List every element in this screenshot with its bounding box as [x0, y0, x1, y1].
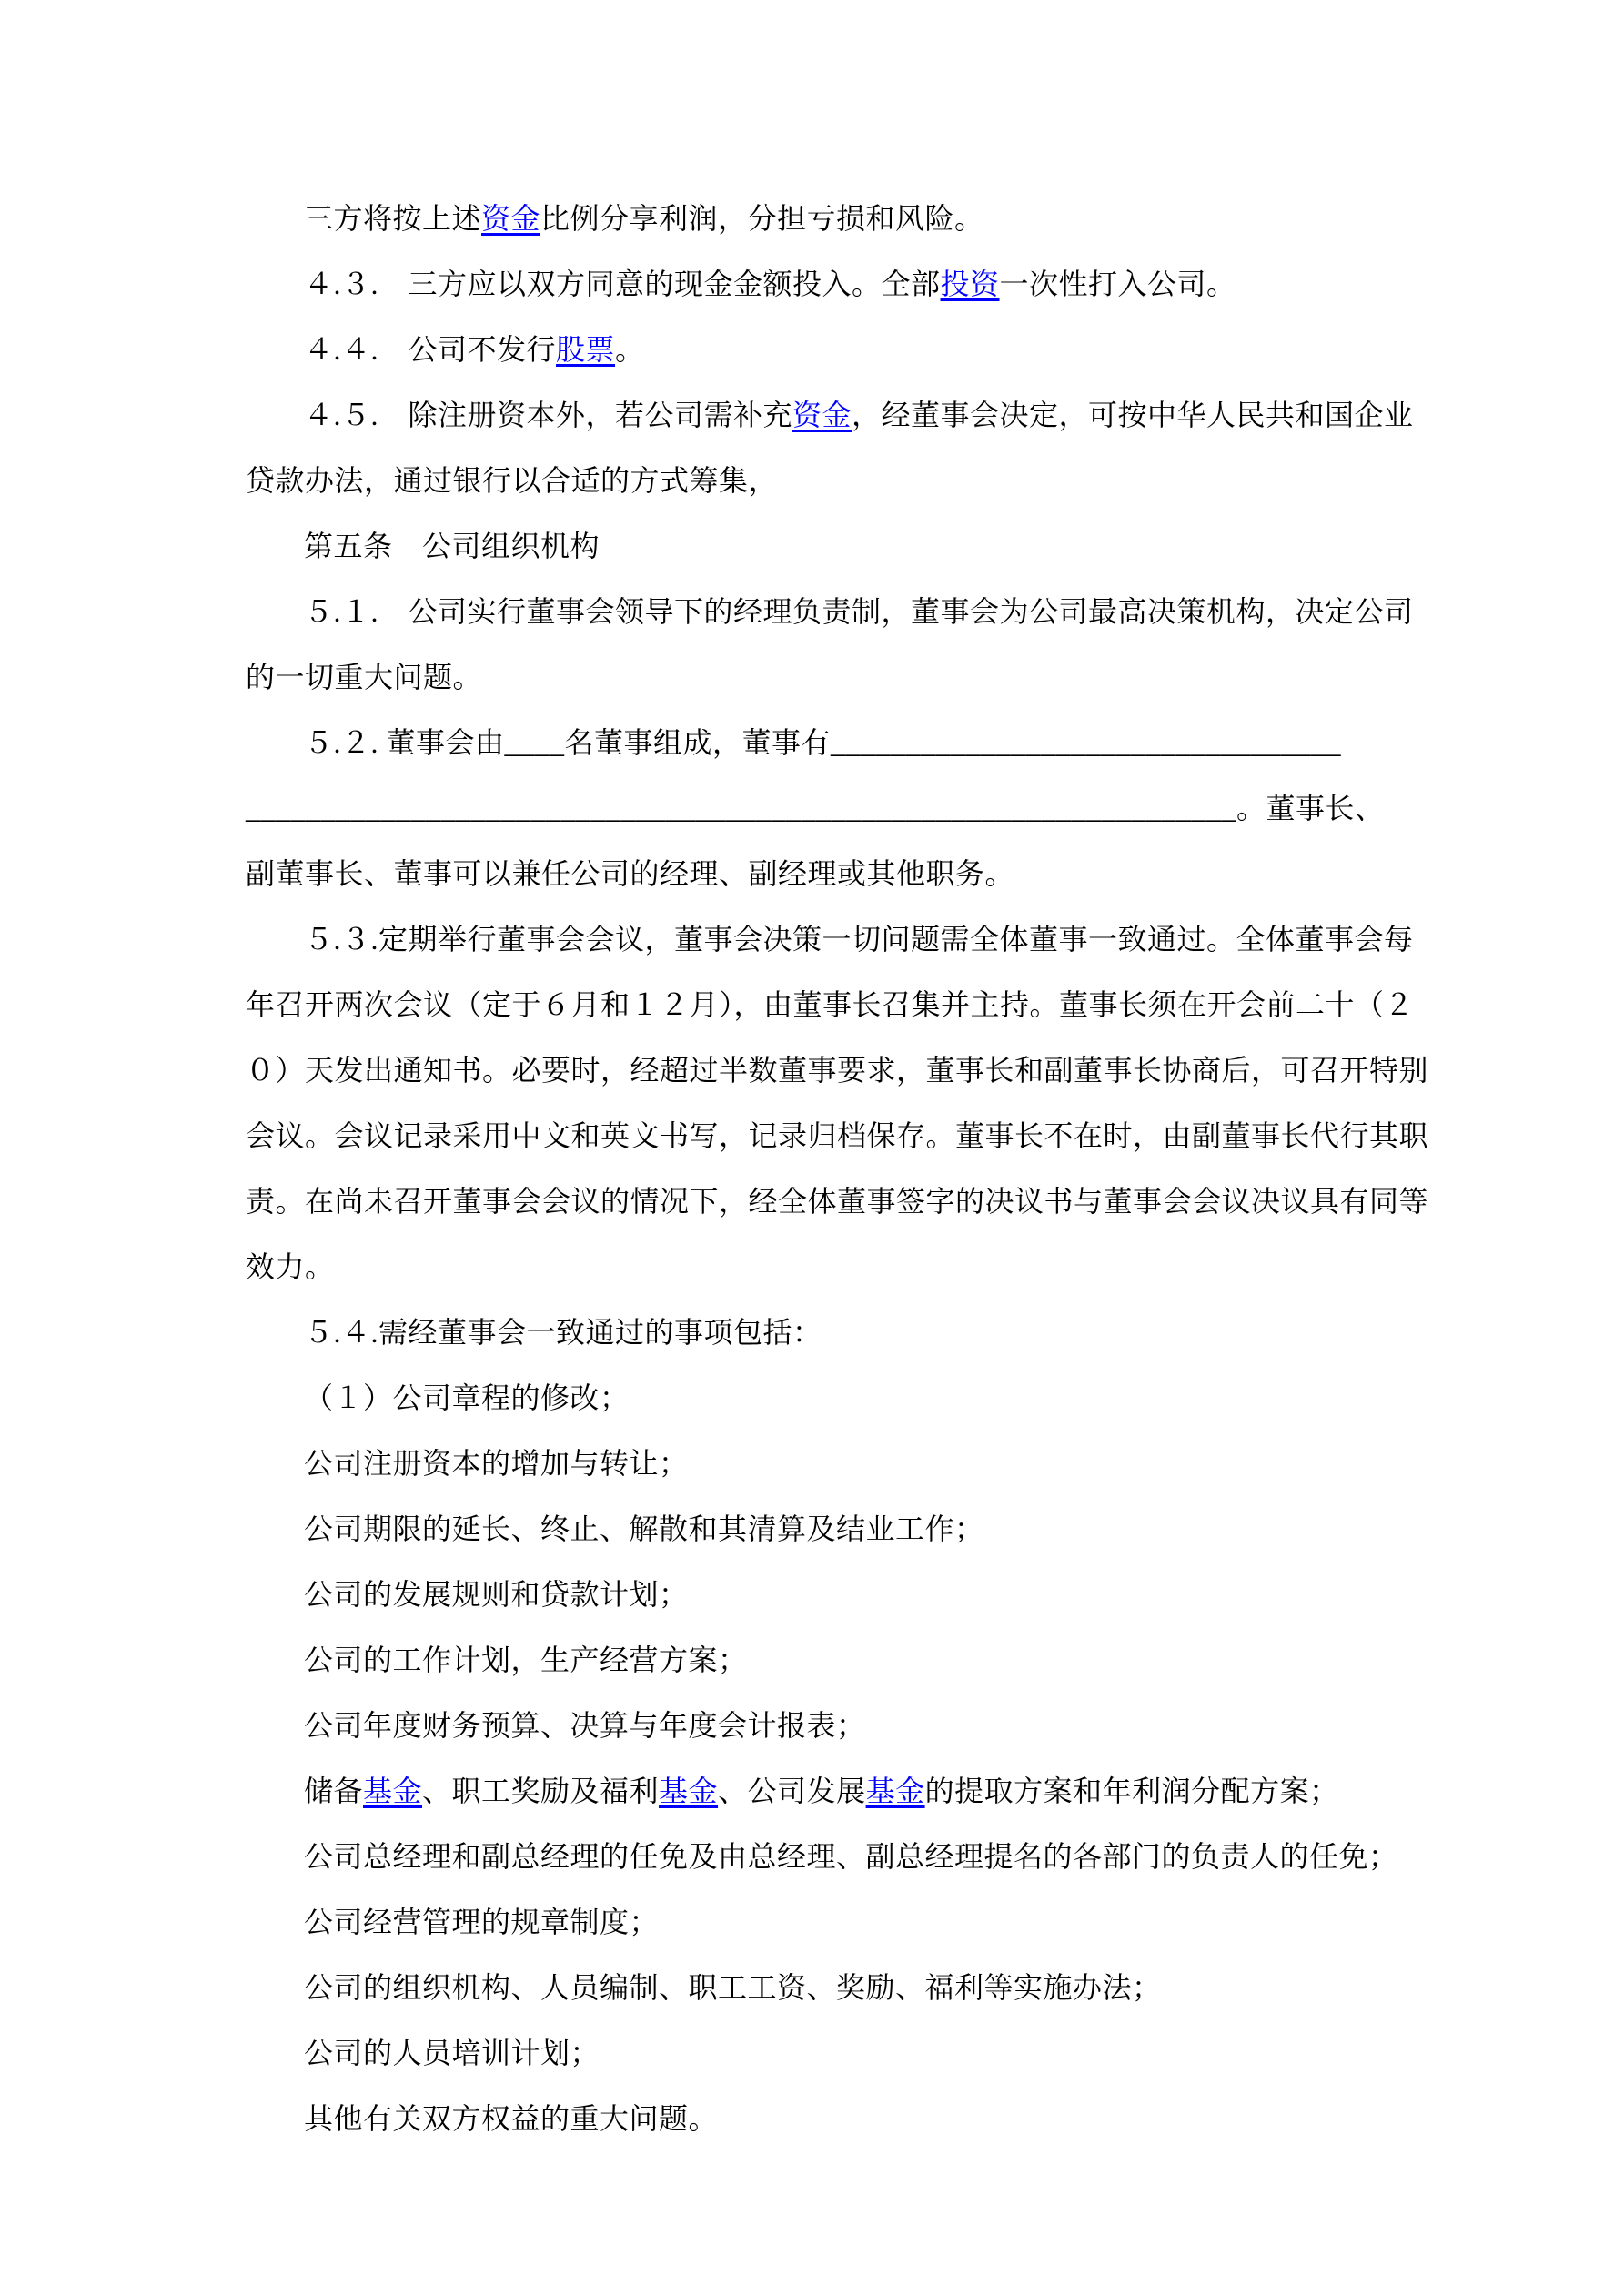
text-line	[246, 710, 1392, 775]
text-segment: 公司的工作计划，生产经营方案；	[304, 1644, 748, 1676]
text-line	[246, 1431, 1392, 1496]
text-segment: 公司总经理和副总经理的任免及由总经理、副总经理提名的各部门的负责人的任免；	[304, 1840, 1398, 1873]
text-segment: ０）天发出通知书。必要时，经超过半数董事要求，董事长和副董事长协商后，可召开特别	[246, 1054, 1429, 1087]
text-line	[246, 1758, 1392, 1824]
text-line	[246, 448, 1392, 513]
text-line	[246, 1300, 1392, 1365]
text-line	[246, 906, 1414, 972]
text-segment: 公司的发展规则和贷款计划；	[304, 1578, 689, 1611]
text-line	[246, 1103, 1429, 1168]
text-line	[246, 1889, 1392, 1955]
text-segment: 一次性打入公司。	[999, 268, 1236, 300]
text-segment: 三方将按上述	[304, 202, 482, 235]
doc-hyperlink[interactable]: 资金	[792, 399, 852, 431]
text-segment: 公司注册资本的增加与转让；	[304, 1447, 689, 1480]
text-segment: 第五条 公司组织机构	[304, 530, 600, 562]
text-segment: 公司的组织机构、人员编制、职工工资、奖励、福利等实施办法；	[304, 1971, 1162, 2004]
text-segment: ４.４. 公司不发行	[304, 333, 557, 366]
text-segment: 公司的人员培训计划；	[304, 2037, 600, 2069]
text-segment: 公司年度财务预算、决算与年度会计报表；	[304, 1709, 866, 1742]
text-segment: 公司经营管理的规章制度；	[304, 1906, 660, 1938]
text-segment: ，经董事会决定，可按中华人民共和国企业	[852, 399, 1414, 431]
text-segment: ４.５. 除注册资本外，若公司需补充	[304, 399, 793, 431]
text-segment: ５.２. 董事会由____名董事组成，董事有__________________________________	[304, 726, 1342, 759]
text-segment: ５.３.定期举行董事会会议，董事会决策一切问题需全体董事一致通过。全体董事会每	[304, 923, 1414, 956]
text-segment: 比例分享利润，分担亏损和风险。	[540, 202, 984, 235]
text-line	[246, 1824, 1398, 1889]
doc-hyperlink[interactable]: 股票	[556, 333, 616, 366]
text-segment: ５.１. 公司实行董事会领导下的经理负责制，董事会为公司最高决策机构，决定公司	[304, 595, 1414, 628]
doc-hyperlink[interactable]: 基金	[659, 1775, 719, 1807]
text-segment: 副董事长、董事可以兼任公司的经理、副经理或其他职务。	[246, 857, 1015, 890]
text-segment: 贷款办法，通过银行以合适的方式筹集，	[246, 464, 779, 497]
document-body	[246, 186, 1429, 2151]
text-segment: 的一切重大问题。	[246, 661, 483, 693]
text-segment: 效力。	[246, 1250, 335, 1283]
text-line	[246, 251, 1392, 317]
text-segment: 的提取方案和年利润分配方案；	[924, 1775, 1339, 1807]
text-line	[246, 186, 1392, 251]
text-segment: 储备	[304, 1775, 364, 1807]
text-segment: 公司期限的延长、终止、解散和其清算及结业工作；	[304, 1512, 984, 1545]
text-segment: 其他有关双方权益的重大问题。	[304, 2102, 719, 2135]
doc-hyperlink[interactable]: 资金	[481, 202, 541, 235]
text-line	[246, 1955, 1392, 2020]
text-line	[246, 775, 1392, 841]
text-segment: ４.３. 三方应以双方同意的现金金额投入。全部	[304, 268, 941, 300]
text-segment: 责。在尚未召开董事会会议的情况下，经全体董事签字的决议书与董事会会议决议具有同等	[246, 1185, 1429, 1218]
text-segment: 会议。会议记录采用中文和英文书写，记录归档保存。董事长不在时，由副董事长代行其职	[246, 1119, 1429, 1152]
text-segment: （１）公司章程的修改；	[304, 1381, 630, 1414]
doc-hyperlink[interactable]: 投资	[940, 268, 1000, 300]
doc-hyperlink[interactable]: 基金	[363, 1775, 423, 1807]
doc-hyperlink[interactable]: 基金	[865, 1775, 925, 1807]
text-line	[246, 1496, 1392, 1562]
text-line	[246, 513, 1392, 579]
text-segment: 、职工奖励及福利	[422, 1775, 660, 1807]
text-line	[246, 2086, 1392, 2151]
text-line	[246, 644, 1392, 710]
text-line	[246, 1693, 1392, 1758]
text-line	[246, 2020, 1392, 2086]
text-segment: ５.４.需经董事会一致通过的事项包括：	[304, 1316, 822, 1349]
text-line	[246, 1037, 1429, 1103]
text-line	[246, 972, 1415, 1037]
text-line	[246, 579, 1414, 644]
text-line	[246, 1627, 1392, 1693]
text-line	[246, 382, 1414, 448]
text-line	[246, 1168, 1429, 1234]
text-segment: 、公司发展	[718, 1775, 866, 1807]
text-line	[246, 1365, 1392, 1431]
text-segment: __________________________________________________________________。董事长、	[246, 792, 1385, 824]
text-line	[246, 1562, 1392, 1627]
text-line	[246, 1234, 1392, 1300]
text-line	[246, 317, 1392, 382]
text-line	[246, 841, 1392, 906]
text-segment: 年召开两次会议（定于６月和１２月），由董事长召集并主持。董事长须在开会前二十（２	[246, 988, 1415, 1021]
text-segment: 。	[615, 333, 645, 366]
